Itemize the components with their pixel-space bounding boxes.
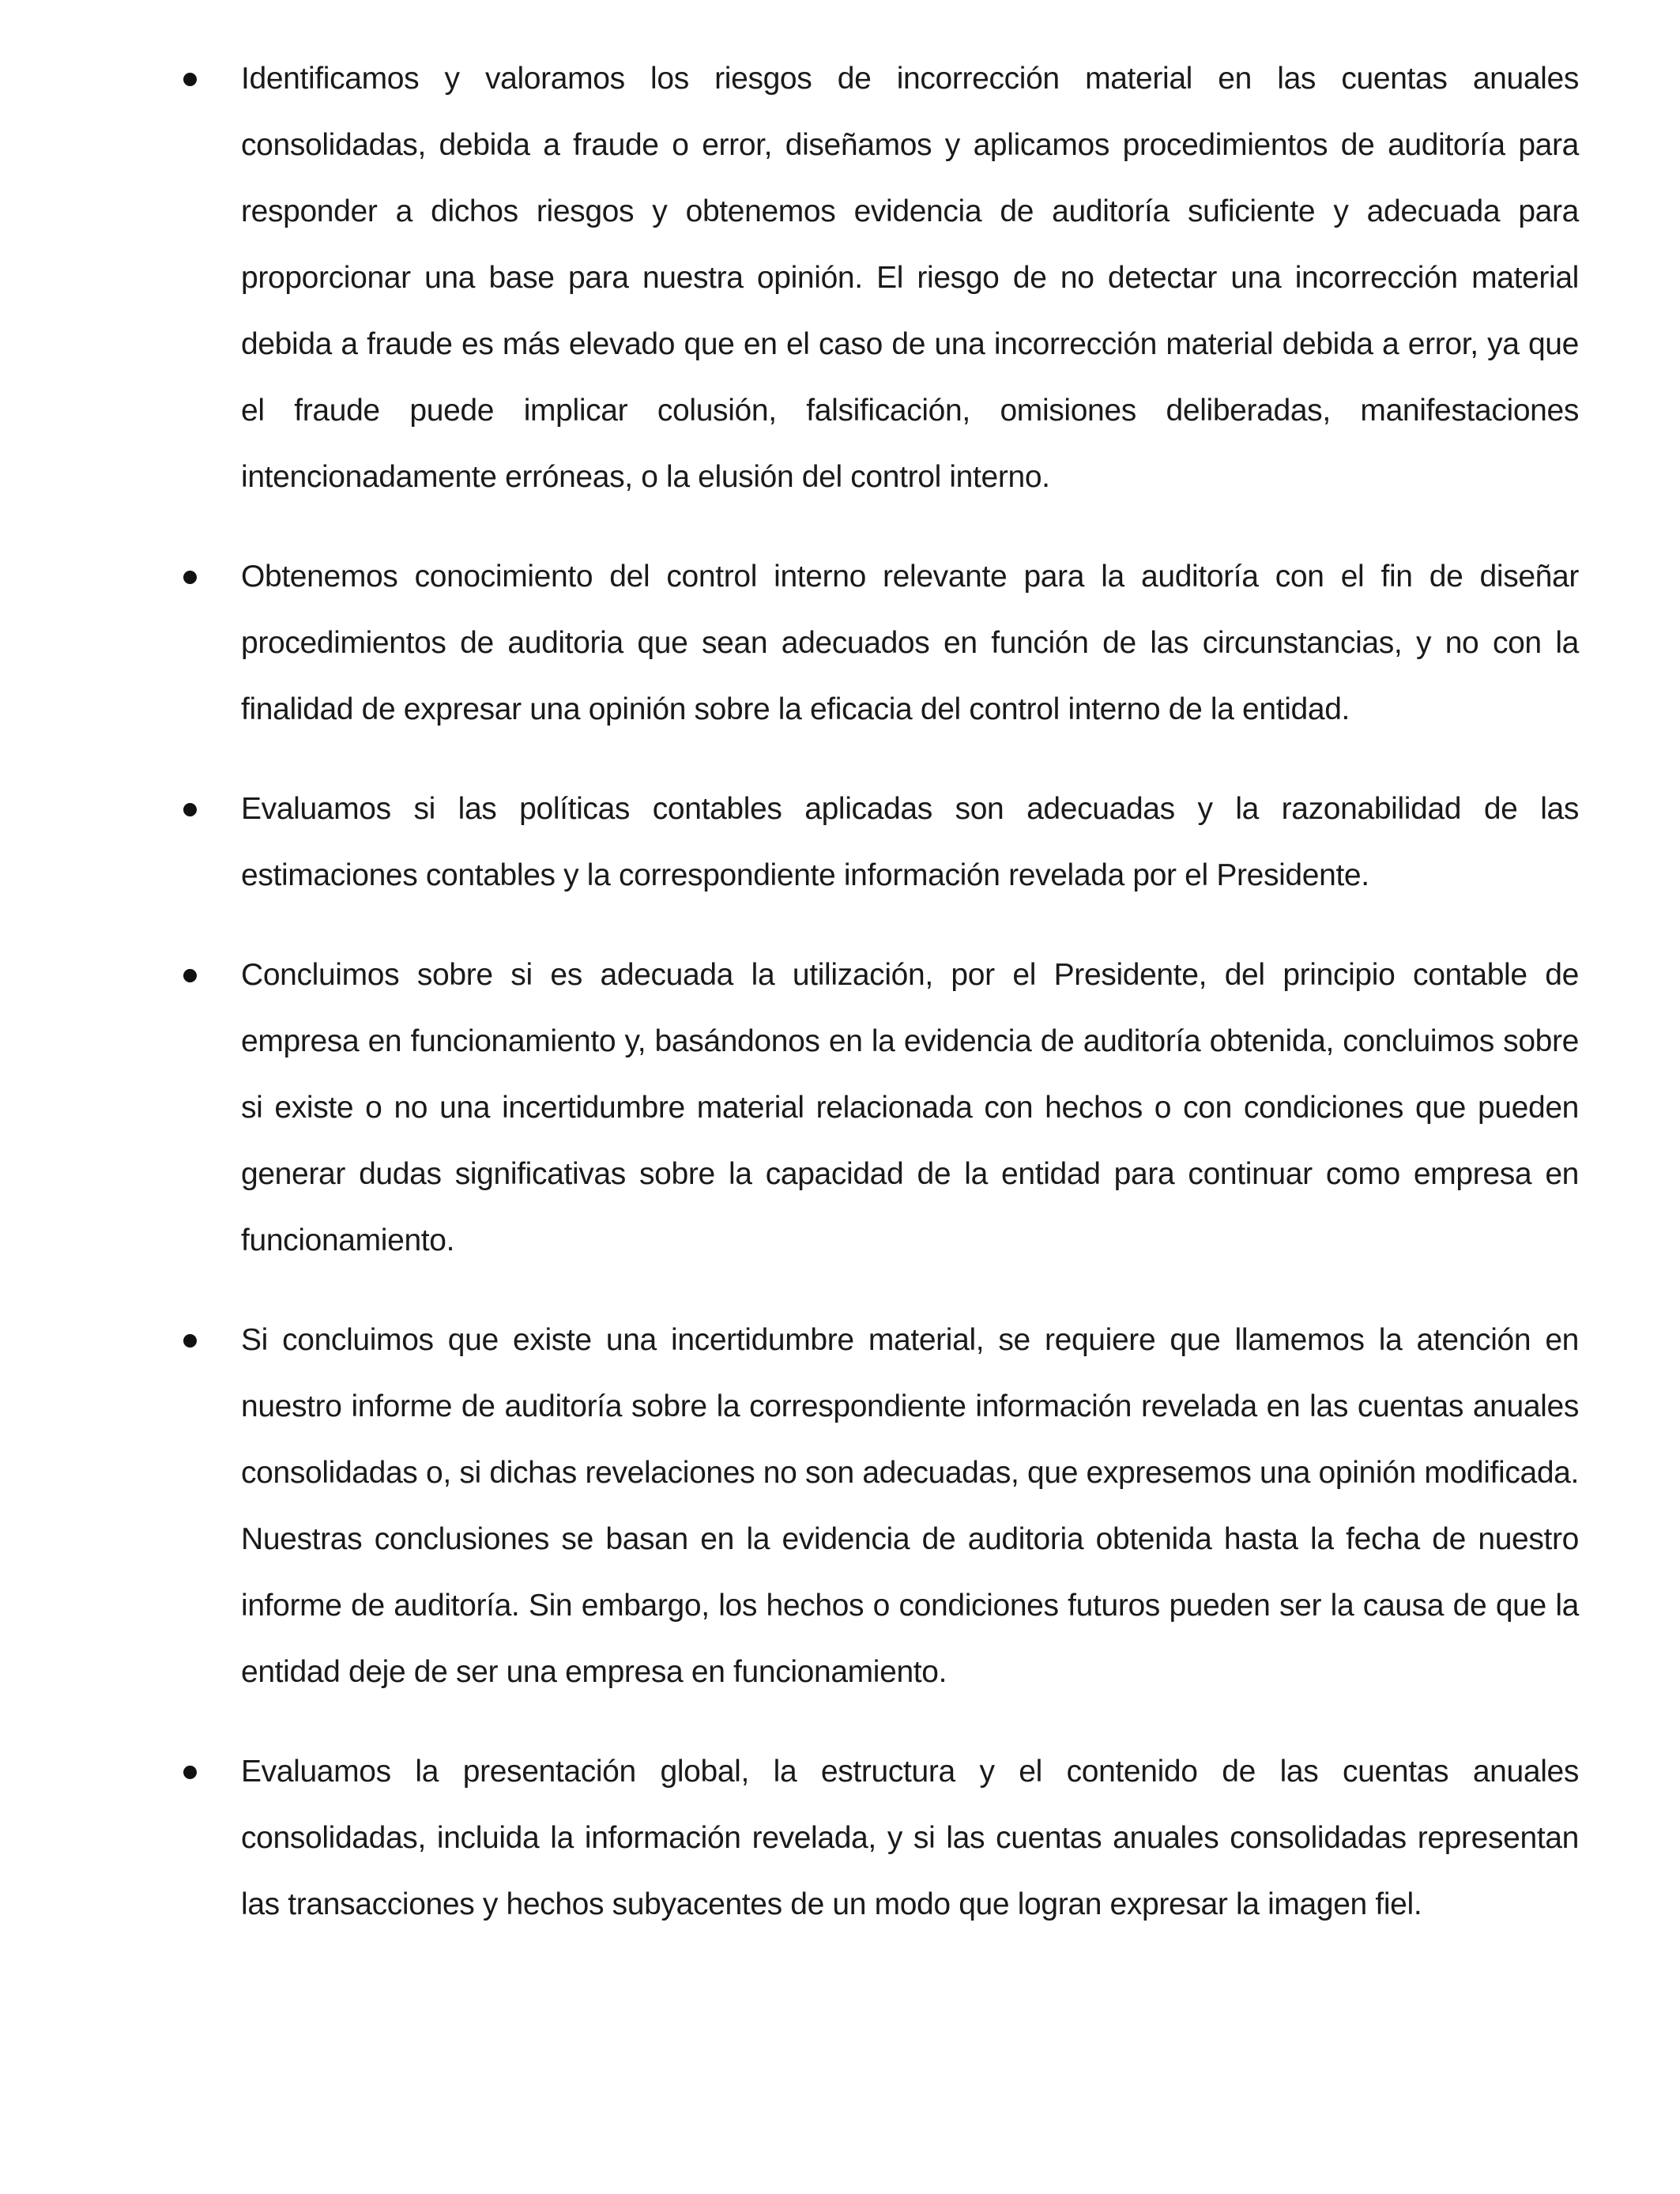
- list-item: [0, 776, 1579, 909]
- list-item: [0, 1307, 1579, 1706]
- list-item: [0, 46, 1579, 511]
- bullet-icon: [182, 1739, 198, 1805]
- list-item-text: Evaluamos si las políticas contables aplicadas son adecuadas y la razonabilidad de las estimaciones contables y la correspondiente información revelada por el Presidente.: [241, 792, 1579, 892]
- list-item: [0, 942, 1579, 1274]
- list-item: [0, 1739, 1579, 1938]
- list-item-text: Identificamos y valoramos los riesgos de incorrección material en las cuentas anuales consolidadas, debida a fraude o error, diseñamos y aplicamos procedimientos de auditoría para responder a dichos riesgos y obtenemos evidencia de auditoría suficiente y adecuada para proporcionar una base para nuestra opinión. El riesgo de no detectar una incorrección material debida a fraude es más elevado que en el caso de una incorrección material debida a error, ya que el fraude puede implicar colusión, falsificación, omisiones deliberadas, manifestaciones intencionadamente erróneas, o la elusión del control interno.: [241, 62, 1579, 494]
- bullet-icon: [182, 942, 198, 1008]
- list-item-text: Obtenemos conocimiento del control interno relevante para la auditoría con el fin de diseñar procedimientos de auditoria que sean adecuados en función de las circunstancias, y no con la finalidad de expresar una opinión sobre la eficacia del control interno de la entidad.: [241, 560, 1579, 726]
- list-item: [0, 544, 1579, 743]
- bullet-icon: [182, 544, 198, 610]
- bullet-icon: [182, 46, 198, 112]
- list-item-text: Concluimos sobre si es adecuada la utilización, por el Presidente, del principio contable de empresa en funcionamiento y, basándonos en la evidencia de auditoría obtenida, concluimos sobre si existe o no una incertidumbre material relacionada con hechos o con condiciones que pueden generar dudas significativas sobre la capacidad de la entidad para continuar como empresa en funcionamiento.: [241, 958, 1579, 1257]
- list-item-text: Evaluamos la presentación global, la estructura y el contenido de las cuentas anuales consolidadas, incluida la información revelada, y si las cuentas anuales consolidadas representan las transacciones y hechos subyacentes de un modo que logran expresar la imagen fiel.: [241, 1755, 1579, 1921]
- list-item-text: Si concluimos que existe una incertidumbre material, se requiere que llamemos la atención en nuestro informe de auditoría sobre la correspondiente información revelada en las cuentas anuales consolidadas o, si dichas revelaciones no son adecuadas, que expresemos una opinión modificada. Nuestras conclusiones se basan en la evidencia de auditoria obtenida hasta la fecha de nuestro informe de auditoría. Sin embargo, los hechos o condiciones futuros pueden ser la causa de que la entidad deje de ser una empresa en funcionamiento.: [241, 1323, 1579, 1689]
- bullet-icon: [182, 1307, 198, 1374]
- audit-procedures-list: [0, 46, 1579, 1938]
- bullet-icon: [182, 776, 198, 843]
